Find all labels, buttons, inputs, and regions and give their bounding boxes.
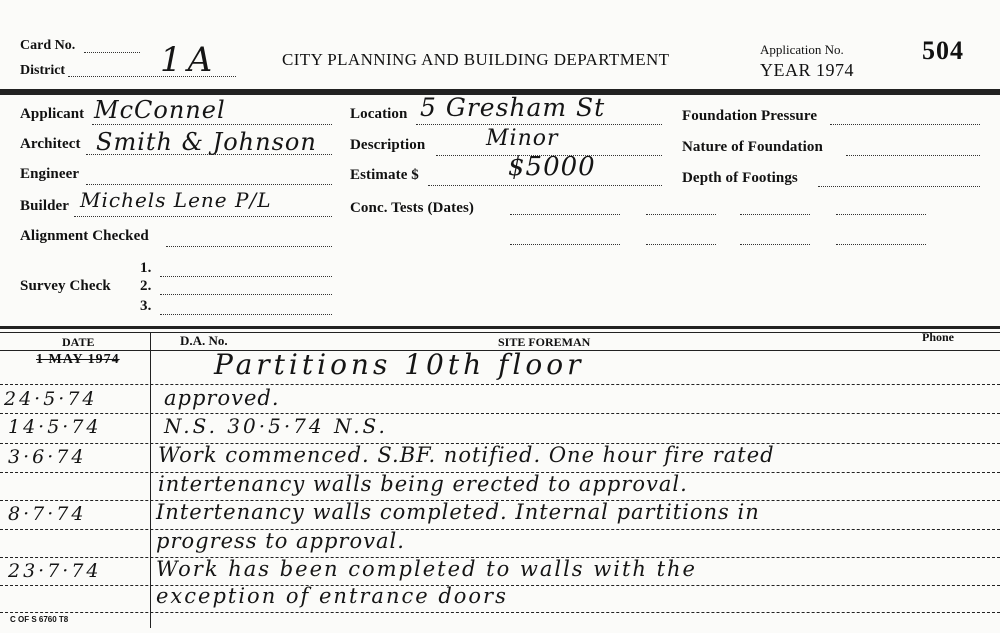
alignment-line — [166, 246, 332, 247]
survey-line-3 — [160, 314, 332, 315]
conc-tests-line-6 — [646, 244, 716, 245]
applicant-label: Applicant — [20, 106, 85, 122]
survey-number-3: 3. — [140, 298, 152, 314]
foundation-pressure-line — [830, 124, 980, 125]
year-label: YEAR 1974 — [760, 60, 854, 80]
log-date-3: 14·5·74 — [8, 416, 102, 438]
location-line — [416, 124, 662, 125]
log-text-9: exception of entrance doors — [156, 584, 508, 608]
estimate-value: $5000 — [508, 152, 596, 182]
applicant-value: McConnel — [94, 96, 226, 124]
description-value: Minor — [486, 126, 559, 151]
log-row-rule — [0, 612, 1000, 613]
location-value: 5 Gresham St — [420, 93, 606, 122]
log-row-rule — [0, 413, 1000, 414]
card-no-label: Card No. — [20, 38, 76, 53]
conc-tests-line-1 — [510, 214, 620, 215]
nature-foundation-label: Nature of Foundation — [682, 139, 823, 155]
form-code: C OF S 6760 T8 — [10, 615, 69, 624]
district-value: 1A — [160, 40, 219, 80]
depth-footings-label: Depth of Footings — [682, 170, 798, 186]
card-no-line — [84, 52, 140, 53]
location-label: Location — [350, 106, 408, 122]
log-text-4: Work commenced. S.BF. notified. One hour fire rated — [158, 443, 775, 467]
log-date-2: 24·5·74 — [4, 388, 98, 410]
log-rule-top — [0, 326, 1000, 329]
conc-tests-line-2 — [646, 214, 716, 215]
da-header: D.A. No. — [180, 333, 228, 348]
application-no-label: Application No. — [760, 42, 844, 57]
log-text-8: Work has been completed to walls with the — [156, 557, 697, 581]
nature-foundation-line — [846, 155, 980, 156]
date-header: DATE — [62, 335, 95, 349]
estimate-line — [428, 185, 662, 186]
application-number: 504 — [922, 36, 964, 65]
architect-value: Smith & Johnson — [96, 128, 317, 156]
conc-tests-label: Conc. Tests (Dates) — [350, 200, 474, 216]
builder-label: Builder — [20, 198, 70, 214]
date-column-divider — [150, 333, 151, 628]
engineer-label: Engineer — [20, 166, 80, 182]
log-date-6: 8·7·74 — [8, 503, 87, 525]
log-text-6: Intertenancy walls completed. Internal partitions in — [156, 500, 760, 524]
department-title: CITY PLANNING AND BUILDING DEPARTMENT — [282, 50, 670, 69]
log-text-5: intertenancy walls being erected to approval. — [158, 472, 688, 496]
description-label: Description — [350, 137, 426, 153]
conc-tests-line-5 — [510, 244, 620, 245]
depth-footings-line — [818, 186, 980, 187]
log-date-1: 1 MAY 1974 — [36, 352, 120, 367]
conc-tests-line-7 — [740, 244, 810, 245]
survey-number-1: 1. — [140, 260, 152, 276]
builder-line — [74, 216, 332, 217]
alignment-label: Alignment Checked — [20, 228, 149, 244]
conc-tests-line-8 — [836, 244, 926, 245]
builder-value: Michels Lene P/L — [80, 188, 272, 212]
phone-header: Phone — [922, 330, 955, 344]
district-label: District — [20, 63, 66, 78]
survey-check-label: Survey Check — [20, 278, 111, 294]
conc-tests-line-4 — [836, 214, 926, 215]
survey-line-1 — [160, 276, 332, 277]
log-text-3: N.S. 30·5·74 N.S. — [164, 414, 388, 438]
log-text-1: Partitions 10th floor — [214, 348, 585, 381]
log-date-4: 3·6·74 — [8, 446, 87, 468]
conc-tests-line-3 — [740, 214, 810, 215]
log-row-rule — [0, 529, 1000, 530]
engineer-line — [86, 184, 332, 185]
foundation-pressure-label: Foundation Pressure — [682, 108, 818, 124]
log-row-rule — [0, 384, 1000, 385]
survey-number-2: 2. — [140, 278, 152, 294]
estimate-label: Estimate $ — [350, 167, 419, 183]
applicant-line — [92, 124, 332, 125]
log-text-2: approved. — [164, 386, 280, 410]
log-text-7: progress to approval. — [156, 529, 405, 553]
log-date-8: 23·7·74 — [8, 560, 102, 582]
survey-line-2 — [160, 294, 332, 295]
foreman-header: SITE FOREMAN — [498, 335, 591, 349]
architect-label: Architect — [20, 136, 81, 152]
